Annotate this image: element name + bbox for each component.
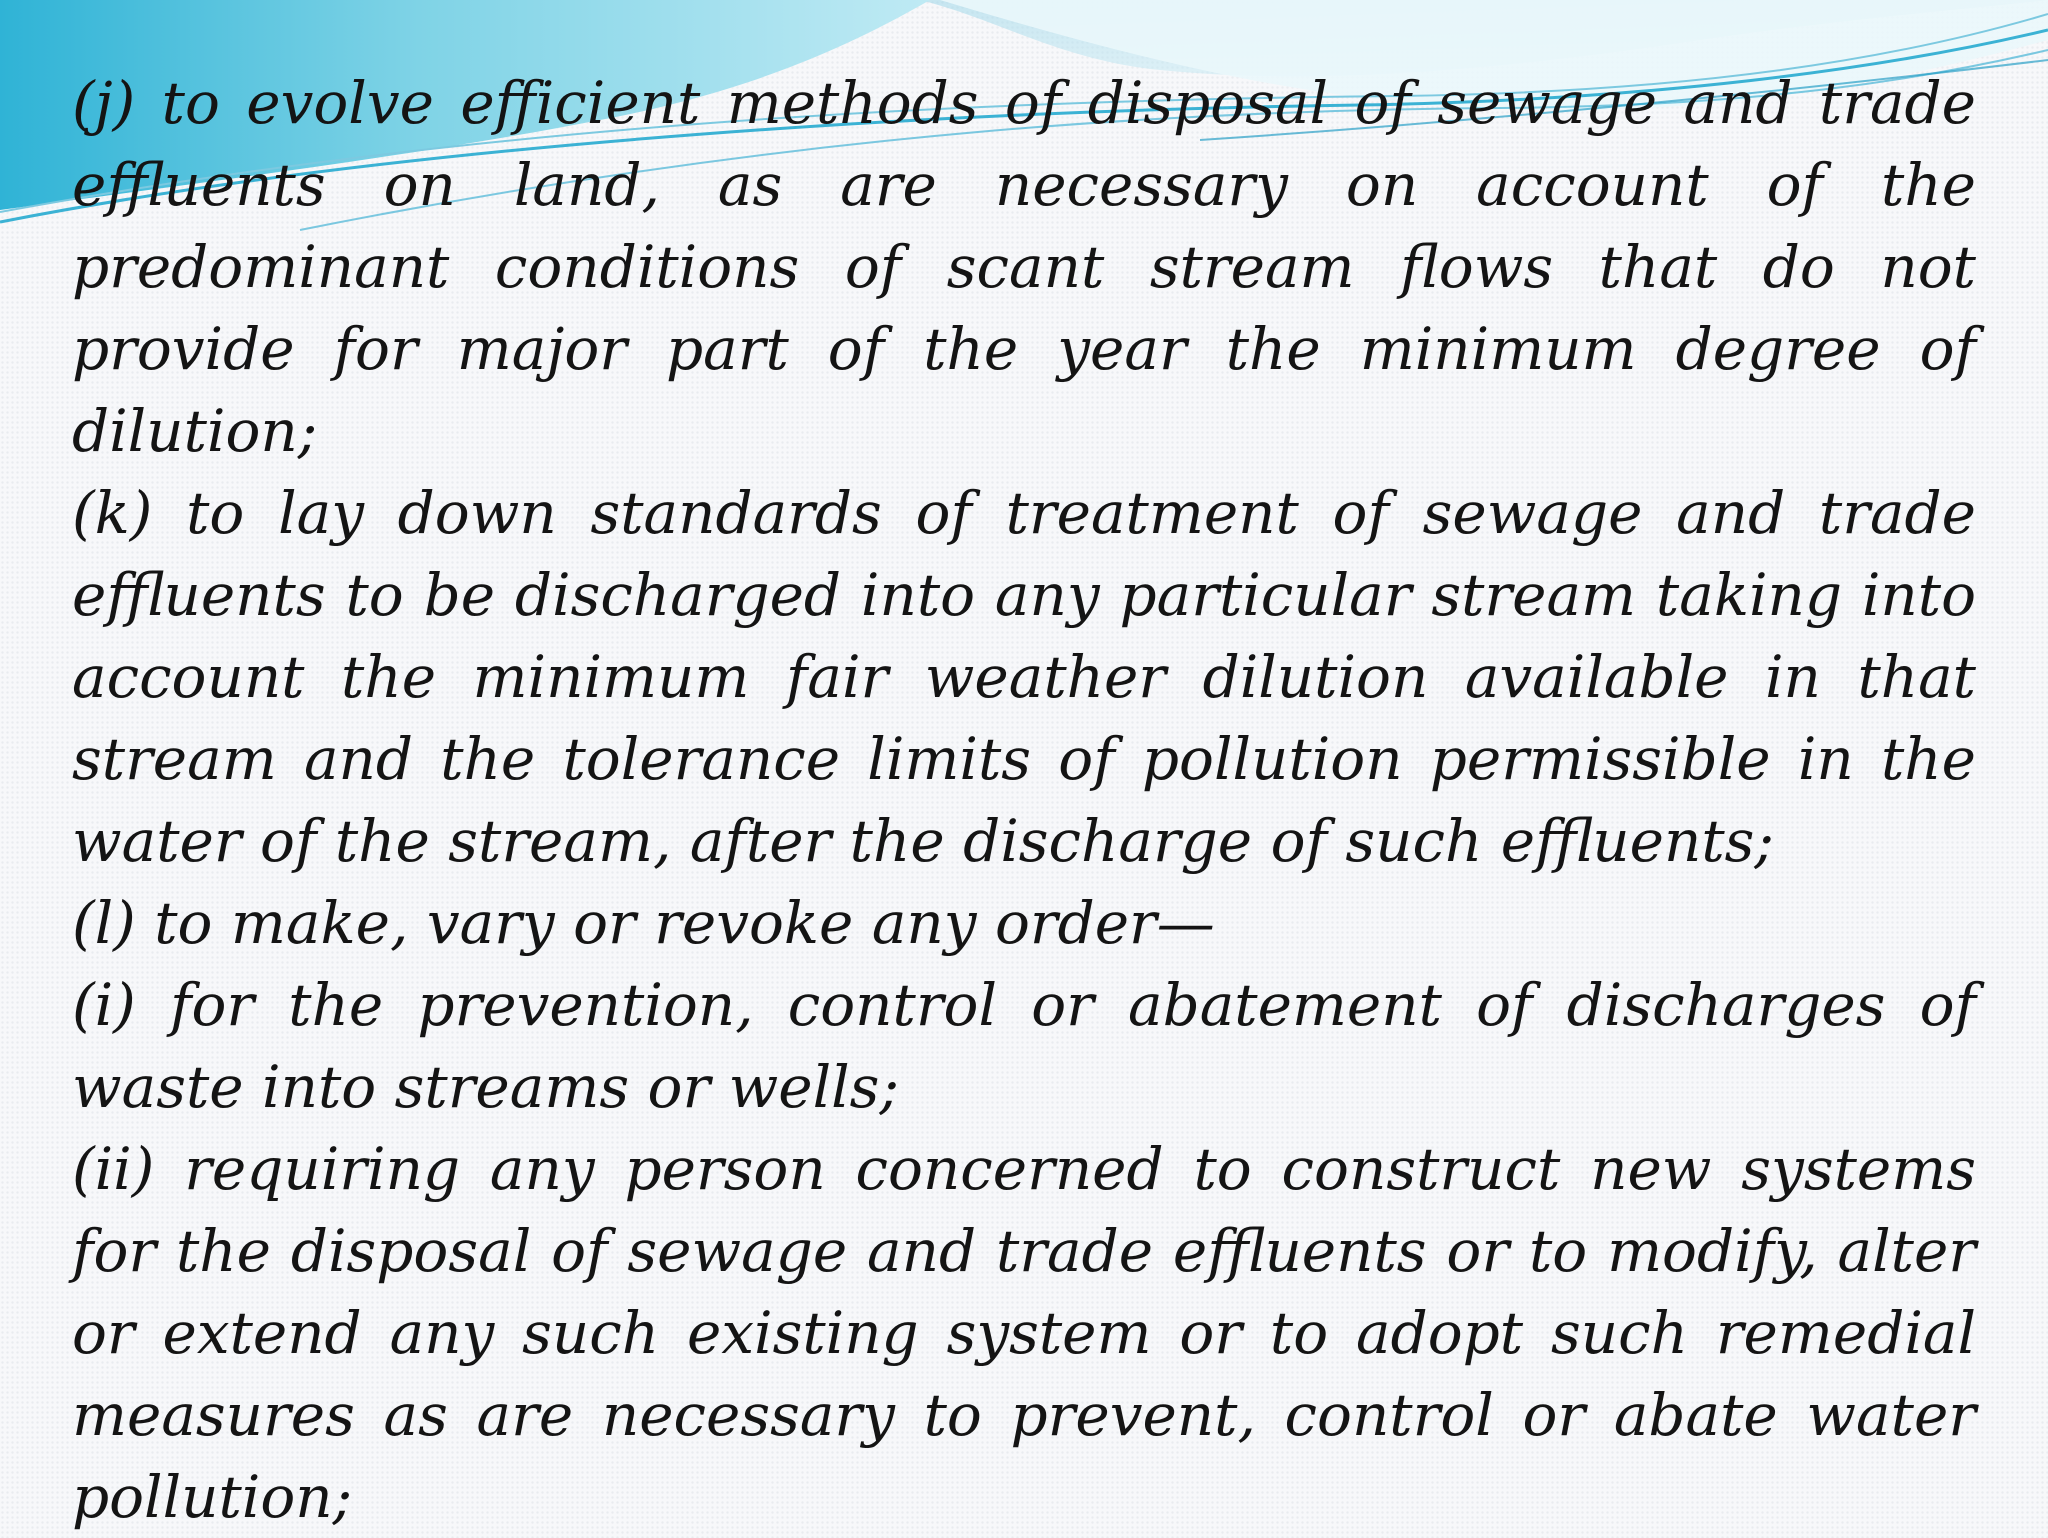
paragraph-i: (i) for the prevention, control or abatement of discharges of waste into streams or wells;	[72, 971, 1976, 1121]
paragraph-k: (k) to lay down standards of treatment of sewage and trade effluents to be discharged into any particular stream taking into account the minimum fair weather dilution available in that stream and the tolerance limits of pollution permissible in the water of the stream, after the discharge of such effluents;	[72, 479, 1976, 875]
slide-body	[72, 62, 1976, 1538]
paragraph-j: (j) to evolve efficient methods of disposal of sewage and trade effluents on land, as are necessary on account of the predominant conditions of scant stream flows that do not provide for major part of the year the minimum degree of dilution;	[72, 69, 1976, 465]
paragraph-ii: (ii) requiring any person concerned to construct new systems for the disposal of sewage and trade effluents or to modify, alter or extend any such existing system or to adopt such remedial measures as are necessary to prevent, control or abate water pollution;	[72, 1135, 1976, 1531]
paragraph-l: (l) to make, vary or revoke any order—	[72, 889, 1215, 957]
